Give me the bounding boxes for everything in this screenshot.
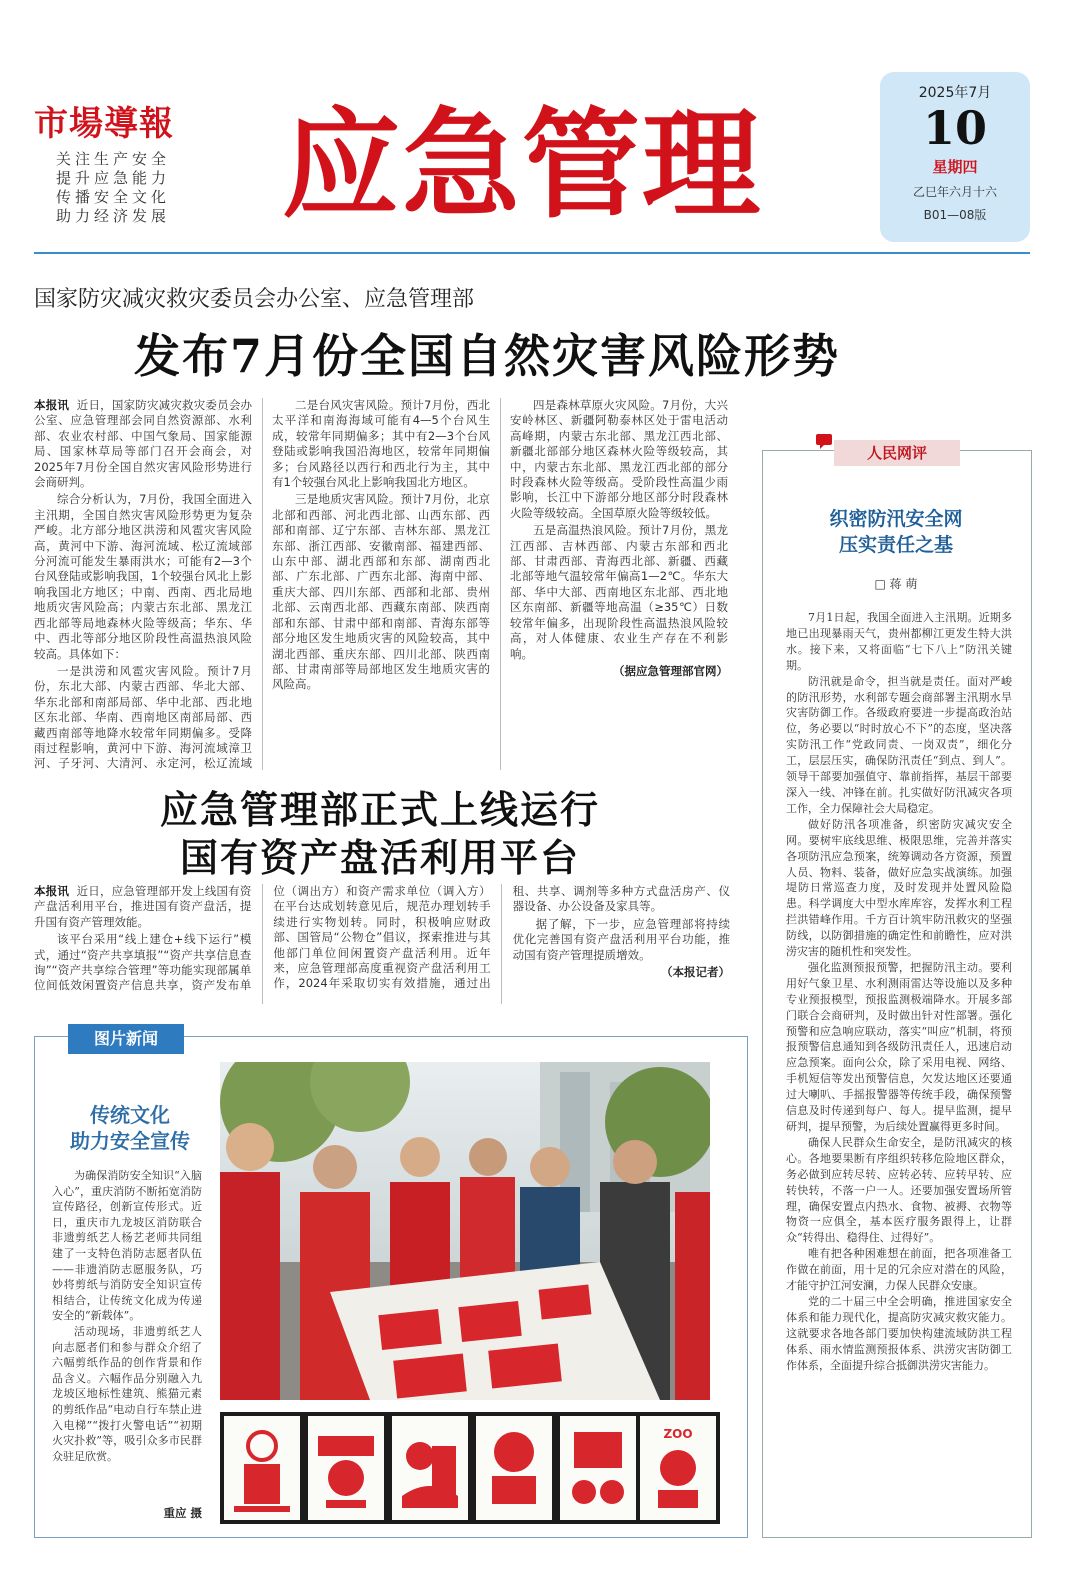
photo-news-paragraph: 活动现场，非遗剪纸艺人向志愿者们和参与群众介绍了六幅剪纸作品的创作背景和作品含义。六幅作品分别融入九龙坡区地标性建筑、熊猫元素的剪纸作品“电动自行车禁止进入电梯”“拨打火警电话”“初期火灾扑救”等，吸引众多市民群众驻足欣赏。 [52, 1324, 202, 1463]
commentary-paragraph: 党的二十届三中全会明确，推进国家安全体系和能力现代化，提高防灾减灾救灾能力。这就要求各地各部门要加快构建流域防洪工程体系、雨水情监测预报体系、洪涝灾害防御工作体系，全面提升综合抵御洪涝灾害能力。 [786, 1294, 1012, 1372]
thumb-label: ZOO [663, 1427, 693, 1441]
article2-headline [60, 786, 700, 882]
papercut-figure [560, 1416, 636, 1520]
motto-line: 关注生产安全 [56, 150, 171, 168]
commentary-title-line: 织密防汛安全网 [829, 508, 963, 530]
commentary-paragraph: 确保人民群众生命安全，是防汛减灾的核心。各地要果断有序组织转移危险地区群众，务必做到应转尽转、应转必转、应转早转、应转快转，不落一户一人。还要加强安置场所管理，确保安置点内热水、食物、被褥、衣物等物资一应俱全，基本医疗服务跟得上，让群众“转得出、稳得住、过得好”。 [786, 1135, 1012, 1245]
papercut-thumbnail [388, 1412, 472, 1524]
commentary-author: □ 蒋 萌 [874, 577, 918, 591]
article1-paragraph: 二是台风灾害风险。预计7月份，西北太平洋和南海海域可能有4—5个台风生成，较常年同期偏多；其中有2—3个台风登陆或影响我国沿海地区，较常年同期偏多；台风路径以西行和西北行为主，其中有1个较强台风北上影响我国北方地区。 [272, 398, 490, 490]
commentary-paragraph: 防汛就是命令，担当就是责任。面对严峻的防汛形势，水利部专题会商部署主汛期水旱灾害防御工作。各级政府要进一步提高政治站位，务必要以“时时放心不下”的态度，坚决落实防汛工作“党政同责、一岗双责”，细化分工，层层压实，确保防汛责任“到点、到人”。领导干部要加强值守、靠前指挥，基层干部要深入一线、冲锋在前。扎实做好防汛减灾各项工作，全力保障社会大局稳定。 [786, 674, 1012, 815]
article1-column-2 [272, 398, 490, 770]
papercut-figure [224, 1416, 300, 1520]
section-title: 应急管理 [282, 96, 763, 234]
motto-line: 提升应急能力 [56, 169, 171, 187]
photo-news-headline [50, 1102, 210, 1154]
article1-paragraph: 四是森林草原火灾风险。7月份，大兴安岭林区、新疆阿勒泰林区处于雷电活动高峰期，内蒙古东北部、黑龙江西北部、新疆北部部分地区森林火险等级较高，其中，内蒙古东北部、黑龙江西北部的部分时段森林火险等级高。受阶段性高温少雨影响，长江中下游部分地区部分时段森林火险等级较高。全国草原火险等级较低。 [510, 398, 728, 520]
papercut-thumbnail [472, 1412, 556, 1524]
commentary-title [768, 506, 1024, 558]
papercut-thumbnail [304, 1412, 388, 1524]
papercut-thumbnail [220, 1412, 304, 1524]
column-rule [500, 398, 501, 770]
papercut-thumbnail [556, 1412, 640, 1524]
photo-news-headline-line: 助力安全宣传 [70, 1129, 190, 1153]
article1-column-3 [510, 398, 728, 770]
motto-line: 传播安全文化 [56, 188, 171, 206]
article2-headline-line: 国有资产盘活利用平台 [179, 835, 580, 880]
photo-news-paragraph: 为确保消防安全知识“入脑入心”，重庆消防不断拓宽消防宣传路径，创新宣传形式。近日，重庆市九龙坡区消防联合非遗剪纸艺人杨艺老师共同组建了一支特色消防志愿者队伍——非遗消防志愿服务队，巧妙将剪纸与消防安全知识宣传相结合，让传统文化成为传递安全的“新载体”。 [52, 1169, 202, 1323]
article1-paragraph: 三是地质灾害风险。预计7月份，北京北部和西部、河北西北部、山西东部、西部和南部、辽宁东部、吉林东部、黑龙江东部、浙江西部、安徽南部、福建西部、山东中部、湖北西部和东部、湖南西北部、广东北部、广西东北部、海南中部、重庆大部、四川东部、西部和北部、贵州北部、云南西北部、西藏东南部、陕西南部和东部、甘肃中部和南部、青海东部等部分地区发生地质灾害的风险较高，其中湖北西部、重庆东部、四川北部、陕西南部、甘肃南部等局部地区发生地质灾害的风险高。 [272, 492, 490, 692]
commentary-label: 人民网评 [834, 440, 960, 466]
article2-body [34, 884, 730, 1004]
papercut-figure [640, 1416, 716, 1520]
main-photo [220, 1062, 710, 1400]
article1-byline: 本报讯 [34, 398, 70, 412]
masthead-divider [34, 252, 1030, 254]
article1-kicker: 国家防灾减灾救灾委员会办公室、应急管理部 [34, 287, 475, 312]
photo-credit: 重应 摄 [163, 1506, 202, 1520]
photo-news-label: 图片新闻 [68, 1024, 184, 1054]
article2-byline: 本报讯 [34, 884, 69, 898]
photo-illustration [220, 1062, 710, 1400]
page-range: B01—08版 [923, 208, 987, 222]
masthead-mottos [56, 150, 186, 226]
date-year-month: 2025年7月 [918, 85, 992, 101]
date-box [880, 72, 1030, 242]
commentary-title-line: 压实责任之基 [838, 534, 953, 556]
papercut-thumbnail [636, 1412, 720, 1524]
article1-paragraph: 一是洪涝和风雹灾害风险。预计7月份，东北大部、内蒙古西部、华北大部、华东北部和南部局部、华中北部、西北地区东北部、华南、西南地区南部局部、西藏西南部等地降水较常年同期偏多。受降雨过程影响，黄河中下游、海河流域漳卫河、子牙河、大清河、永定河，松辽流域 [34, 663, 252, 770]
commentary-paragraph: 唯有把各种困难想在前面，把各项准备工作做在前面，用十足的冗余应对潜在的风险，才能守护江河安澜，力保人民群众安康。 [786, 1247, 1012, 1293]
photo-news-body [52, 1168, 202, 1503]
commentary-body [786, 610, 1012, 1530]
motto-line: 助力经济发展 [56, 207, 171, 225]
papercut-figure [476, 1416, 552, 1520]
article2-paragraph: 近日，应急管理部开发上线国有资产盘活利用平台，推进国有资产盘活，提升国有资产管理效能。 [34, 884, 252, 929]
commentary-paragraph: 7月1日起，我国全面进入主汛期。近期多地已出现暴雨天气，贵州都柳江更发生特大洪水。接下来，又将面临“七下八上”防汛关键期。 [786, 611, 1012, 672]
papercut-figure [392, 1416, 468, 1520]
article1-column-1 [34, 398, 252, 770]
commentary-paragraph: 强化监测预报预警，把握防汛主动。要利用好气象卫星、水利测雨雷达等设施以及多种专业预报模型，预报监测极端降水。开展多部门联合会商研判，及时做出针对性部署。强化预警和应急响应联动，落实“叫应”机制，将预报预警信息通知到各级防汛责任人，迅速启动应急预案。面向公众，除了采用电视、网络、手机短信等发出预警信息，欠发达地区还要通过大喇叭、手摇报警器等传统手段，确保预警信息及时传递到每户、每人。提早监测，提早研判，提早预警，为后续处置赢得更多时间。 [786, 960, 1012, 1133]
article1-paragraph: 近日，国家防灾减灾救灾委员会办公室、应急管理部会同自然资源部、水利部、农业农村部、中国气象局、国家能源局、国家林草局等部门召开会商会，对2025年7月份全国自然灾害风险形势进行会商研判。 [34, 398, 252, 490]
photo-news-headline-line: 传统文化 [90, 1103, 170, 1127]
article2-source: （本报记者） [660, 965, 730, 980]
date-day: 10 [922, 101, 987, 155]
article1-source: （据应急管理部官网） [613, 663, 728, 678]
column-rule [262, 398, 263, 770]
article1-paragraph: 五是高温热浪风险。预计7月份，黑龙江西部、吉林西部、内蒙古东部和西北部、甘肃西部、青海西北部、新疆、西藏北部等地气温较常年偏高1—2℃。华东大部、华中大部、西南地区东北部、西北地区东南部、新疆等地高温（≥35℃）日数较常年偏多，出现阶段性高温热浪风险较高，对人体健康、农业生产存在不利影响。 [510, 523, 728, 661]
date-lunar: 乙巳年六月十六 [912, 185, 997, 199]
date-weekday: 星期四 [932, 158, 978, 176]
article1-headline: 发布7月份全国自然灾害风险形势 [134, 329, 841, 383]
article1-paragraph: 综合分析认为，7月份，我国全面进入主汛期，全国自然灾害风险形势更为复杂严峻。北方部分地区洪涝和风雹灾害风险高，黄河中下游、海河流域、松辽流域部分河流可能发生暴雨洪水；可能有2—3个台风登陆或影响我国，1个较强台风北上影响我国北方地区；中南、西南、西北局地地质灾害风险高；内蒙古东北部、黑龙江西北部等局地森林火险等级高；华东、华中、西北等部分地区阶段性高温热浪风险较高。具体如下： [34, 492, 252, 661]
commentary-paragraph: 做好防汛各项准备，织密防灾减灾安全网。要树牢底线思维、极限思维，完善并落实各项防汛应急预案，统筹调动各方资源，预置人员、物料、装备，做好应急实战演练。加强堤防日常巡查力度，及时发现并处置风险隐患。科学调度大中型水库库容，发挥水利工程拦洪错峰作用。千方百计筑牢防汛救灾的坚强防线，以防御措施的确定性和前瞻性，应对洪涝灾害的随机性和突发性。 [786, 817, 1012, 959]
papercut-figure [308, 1416, 384, 1520]
article2-paragraph: 该平台采用“线上建仓+线下运行”模式，通过“资产共享填报”“资产共享信息查询”“资产共享综合管理”等功能实现部属单位间低效闲置资产信息共享，资产发布单位（调出方）和资产需求单位（调入方）在平台达成划转意见后，规范办理划转手续进行实物划转。同时，积极响应财政部、国管局“公物仓”倡议，探索推进与其他部门单位间闲置资产盘活利用。近年来，应急管理部高度重视资产盘活利用工作，2024年采取切实有效措施，通过出租、共享、调剂等多种方式盘活房产、仪器设备、办公设备及家具等。 [34, 884, 730, 993]
article2-paragraph: 据了解，下一步，应急管理部将持续优化完善国有资产盘活利用平台功能，推动国有资产管理提质增效。 [512, 916, 730, 962]
article2-headline-line: 应急管理部正式上线运行 [159, 787, 600, 832]
newspaper-logo: 市場導報 [34, 104, 174, 144]
speech-bubble-icon [814, 432, 834, 452]
